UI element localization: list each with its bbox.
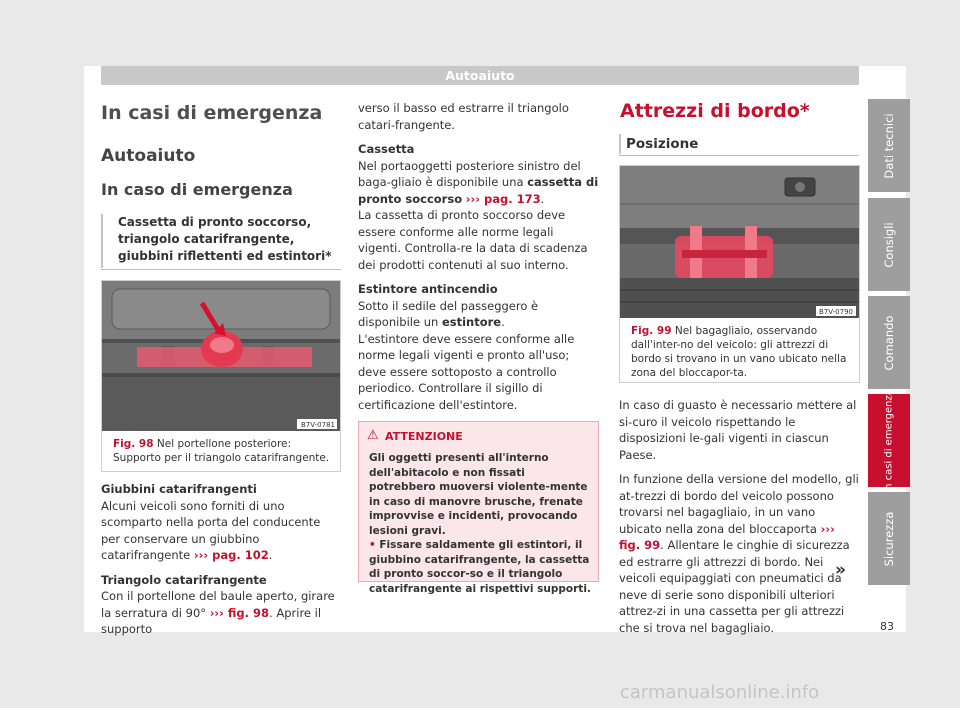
tailgate-illustration	[102, 281, 340, 431]
tab-comando[interactable]	[868, 296, 910, 389]
triangolo-text: Con il portellone del baule aperto, girare la serratura di 90°	[101, 589, 335, 620]
subchapter-title: In caso di emergenza	[101, 180, 293, 199]
attrezzi-p2-rest: . Allentare le cinghie di sicurezza ed estrarre gli attrezzi di bordo. Nei veicoli equipaggiati con pneumatici da neve di serie sono disponibili ulteriori attrez-zi in una cassetta per gli attrezzi che si trova nel bagagliaio.	[619, 538, 850, 635]
figure-98-code: B7V-0781	[301, 421, 335, 429]
tab-sicurezza[interactable]	[868, 492, 910, 585]
giubbini-text: Alcuni veicoli sono forniti di uno scomparto nella porta del conducente per conservare un giubbino catarifrangente	[101, 498, 321, 562]
tab-label: Sicurezza	[882, 511, 896, 566]
attrezzi-ref-link[interactable]: ››› fig. 99	[619, 521, 835, 552]
col1-text: Giubbini catarifrangenti Alcuni veicoli sono forniti di uno scomparto nella porta del conducente per conservare un giubbino catarifrangente ››› pag. 102. Triangolo catarifrangente Con il portellone del baule aperto, girare la serratura di 90° ››› fig. 98. Aprire il supporto	[101, 481, 341, 638]
chapter-title: Autoaiuto	[101, 146, 196, 166]
col3-text	[619, 397, 859, 636]
estintore-text: Sotto il sedile del passeggero è disponibile un	[358, 298, 539, 329]
giubbini-ref-link[interactable]: ››› pag. 102	[193, 548, 269, 562]
cassetta-ref-link[interactable]: ››› pag. 173	[465, 191, 541, 206]
tab-label: Comando	[882, 315, 896, 370]
figure-99-caption-text: Nel bagagliaio, osservando dall'inter-no del veicolo: gli attrezzi di bordo si trovano in un vano ubicato nella zona del bloccapor-ta.	[631, 325, 847, 379]
tab-in-casi-di-emergenza[interactable]	[868, 388, 910, 493]
figure-98-label: Fig. 98	[113, 438, 154, 450]
figure-99-label: Fig. 99	[631, 325, 672, 337]
section-title: In casi di emergenza	[101, 102, 323, 124]
figure-98	[101, 280, 341, 472]
figure-99-caption	[631, 324, 853, 380]
topic-rule	[101, 269, 341, 270]
cassetta-title: Cassetta	[358, 142, 415, 156]
tab-label: In casi di emergenza	[883, 388, 895, 493]
cassetta-bold: cassetta di pronto soccorso	[358, 175, 599, 206]
tab-consigli[interactable]	[868, 198, 910, 291]
topic-title: Cassetta di pronto soccorso, triangolo catarifrangente, giubbini riflettenti ed estintori*	[118, 215, 332, 263]
warning-box	[358, 421, 599, 595]
tab-label: Dati tecnici	[882, 112, 896, 179]
col2-text: verso il basso ed estrarre il triangolo catari-frangente. Cassetta Nel portaoggetti posteriore sinistro del baga-gliaio è disponibile una cassetta di pronto soccorso ››› pag. 173. La cassetta di pronto soccorso deve essere conforme alle norme legali vigenti. Controlla-re la data di scadenza dei prodotti contenuti al suo interno. Estintore antincendio Sotto il sedile del passeggero è disponibile un estintore. L'estintore deve essere conforme alle norme legali vigenti e pronto all'uso; deve essere sottoposto a controllo periodico. Controllare il sigillo di certificazione dell'estintore.	[358, 101, 599, 412]
trunk-illustration	[620, 166, 859, 318]
posizione-title: Posizione	[626, 136, 699, 152]
tab-dati-tecnici[interactable]	[868, 99, 910, 192]
continue-marker: »	[835, 560, 846, 580]
posizione-bar	[619, 134, 621, 154]
estintore-text-2: L'estintore deve essere conforme alle norme legali vigenti e pronto all'uso; deve essere sottoposto a controllo periodico. Controllare il sigillo di certificazione dell'estintore.	[358, 331, 575, 412]
warning-triangle-icon: ⚠	[367, 428, 379, 443]
topic-bar	[101, 214, 103, 268]
tab-label: Consigli	[882, 221, 896, 268]
estintore-bold: estintore	[441, 315, 502, 329]
warning-bullet: •	[369, 539, 376, 551]
giubbini-title: Giubbini catarifrangenti	[101, 482, 257, 496]
warning-text-2: Fissare saldamente gli estintori, il giubbino catarifrangente, la cassetta di pronto soccor-so e il triangolo catarifrangente ai rispettivi supporti.	[369, 539, 591, 595]
posizione-rule	[619, 155, 859, 156]
warning-text-1: Gli oggetti presenti all'interno dell'abitacolo e non fissati potrebbero muoversi violente-mente in caso di manovre brusche, frenate improvvise e incidenti, provocando lesioni gravi.	[369, 452, 588, 537]
triangolo-title: Triangolo catarifrangente	[101, 572, 267, 587]
triangolo-text-2: . Aprire il supporto	[101, 605, 322, 636]
figure-99-image	[620, 166, 859, 318]
figure-99-code: B7V-0790	[819, 308, 853, 316]
warning-body	[369, 451, 593, 596]
triangolo-ref-link[interactable]: ››› fig. 98	[209, 605, 270, 620]
figure-98-caption-text: Nel portellone posteriore: Supporto per il triangolo catarifrangente.	[113, 438, 330, 464]
figure-99	[619, 165, 860, 383]
page-number: 83	[880, 620, 894, 633]
figure-98-image	[102, 281, 340, 431]
attrezzi-p1: In caso di guasto è necessario mettere al si-curo il veicolo rispettando le disposizioni le-gali vigenti in ciascun Paese.	[619, 398, 857, 462]
figure-98-caption	[113, 437, 333, 465]
col2-intro: verso il basso ed estrarre il triangolo catari-frangente.	[358, 101, 569, 132]
watermark: carmanualsonline.info	[620, 682, 820, 703]
attrezzi-title: Attrezzi di bordo*	[620, 100, 810, 122]
estintore-title: Estintore antincendio	[358, 282, 498, 296]
running-header: Autoaiuto	[101, 66, 859, 85]
warning-title: ATTENZIONE	[385, 430, 463, 443]
attrezzi-p2: In funzione della versione del modello, gli at-trezzi di bordo del veicolo possono trovarsi nel bagagliaio, in un vano ubicato nella zona del bloccaporta	[619, 472, 859, 536]
cassetta-text-2: La cassetta di pronto soccorso deve essere conforme alle norme legali vigenti. Controlla-re la data di scadenza dei prodotti contenuti al suo interno.	[358, 208, 588, 272]
cassetta-text: Nel portaoggetti posteriore sinistro del baga-gliaio è disponibile una	[358, 158, 581, 189]
